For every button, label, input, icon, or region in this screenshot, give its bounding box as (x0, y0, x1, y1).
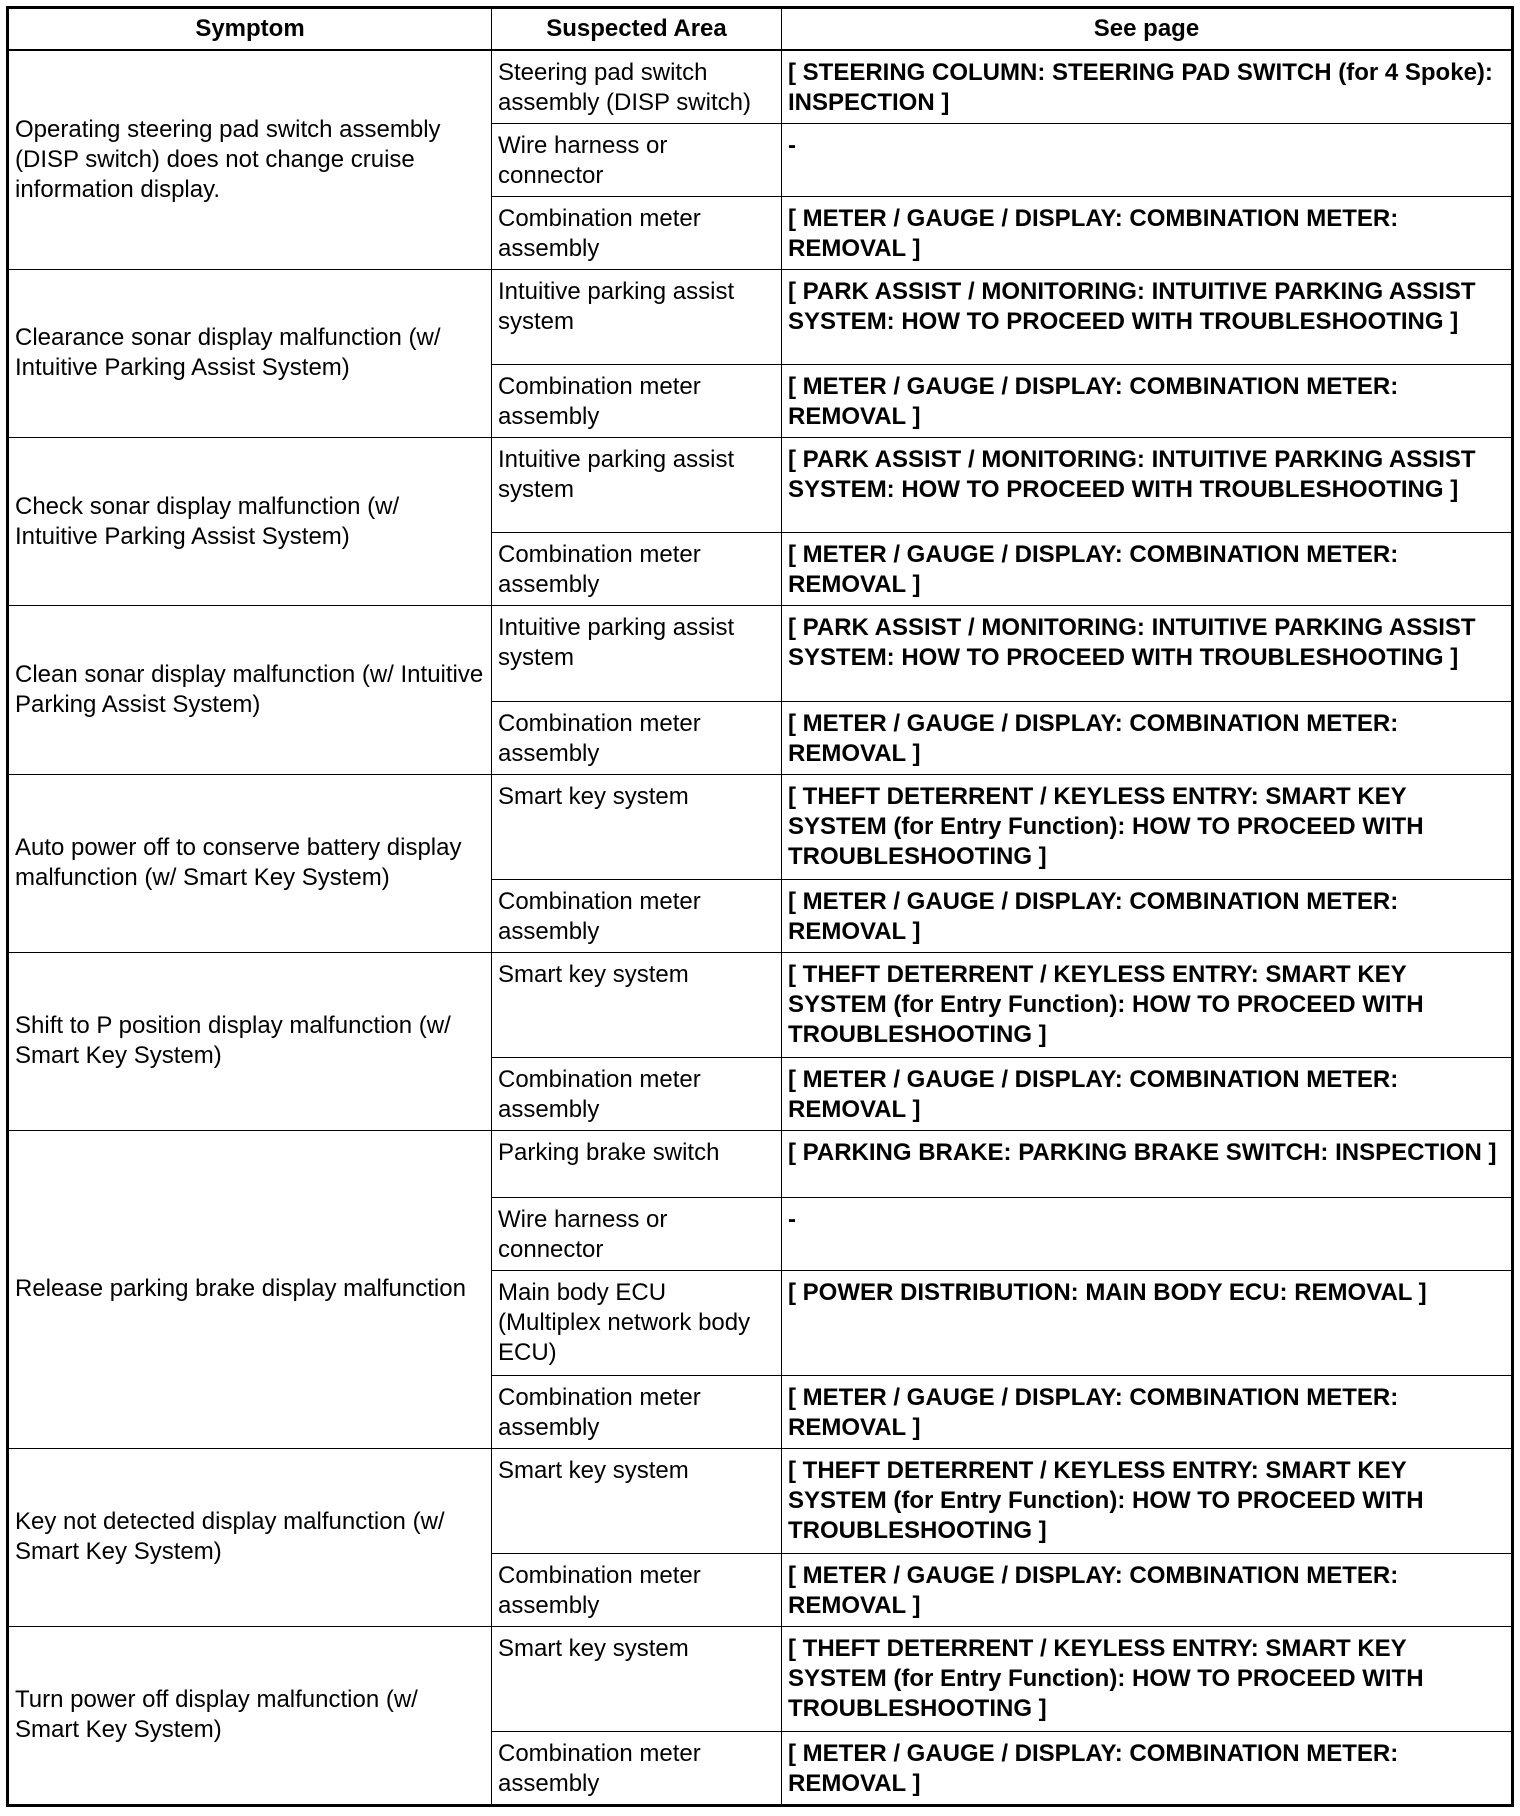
troubleshooting-table-sheet (6, 6, 1514, 1807)
see-page-reference: [ METER / GAUGE / DISPLAY: COMBINATION METER: REMOVAL ] (782, 365, 1512, 438)
see-page-reference: [ PARKING BRAKE: PARKING BRAKE SWITCH: INSPECTION ] (782, 1130, 1512, 1198)
see-page-reference: [ THEFT DETERRENT / KEYLESS ENTRY: SMART KEY SYSTEM (for Entry Function): HOW TO PROCEED WITH TROUBLESHOOTING ] (782, 952, 1512, 1057)
symptom-cell: Check sonar display malfunction (w/ Intuitive Parking Assist System) (9, 438, 492, 606)
see-page-reference: [ STEERING COLUMN: STEERING PAD SWITCH (for 4 Spoke): INSPECTION ] (782, 50, 1512, 123)
see-page-reference: [ PARK ASSIST / MONITORING: INTUITIVE PARKING ASSIST SYSTEM: HOW TO PROCEED WITH TROUBLESHOOTING ] (782, 606, 1512, 701)
suspected-area-cell: Combination meter assembly (492, 1057, 782, 1130)
see-page-reference: [ THEFT DETERRENT / KEYLESS ENTRY: SMART KEY SYSTEM (for Entry Function): HOW TO PROCEED WITH TROUBLESHOOTING ] (782, 774, 1512, 879)
table-row (9, 1626, 1512, 1731)
suspected-area-cell: Smart key system (492, 1448, 782, 1553)
suspected-area-cell: Steering pad switch assembly (DISP switch) (492, 50, 782, 123)
symptom-cell: Clearance sonar display malfunction (w/ Intuitive Parking Assist System) (9, 269, 492, 437)
suspected-area-cell: Combination meter assembly (492, 1376, 782, 1449)
table-row (9, 269, 1512, 364)
see-page-reference: [ PARK ASSIST / MONITORING: INTUITIVE PARKING ASSIST SYSTEM: HOW TO PROCEED WITH TROUBLESHOOTING ] (782, 438, 1512, 533)
symptom-cell: Shift to P position display malfunction (w/ Smart Key System) (9, 952, 492, 1130)
symptom-cell: Key not detected display malfunction (w/ Smart Key System) (9, 1448, 492, 1626)
table-body (9, 50, 1512, 1805)
table-row (9, 50, 1512, 123)
see-page-reference: [ POWER DISTRIBUTION: MAIN BODY ECU: REMOVAL ] (782, 1270, 1512, 1375)
see-page-reference: [ METER / GAUGE / DISPLAY: COMBINATION METER: REMOVAL ] (782, 196, 1512, 269)
see-page-reference: [ THEFT DETERRENT / KEYLESS ENTRY: SMART KEY SYSTEM (for Entry Function): HOW TO PROCEED WITH TROUBLESHOOTING ] (782, 1448, 1512, 1553)
see-page-reference: [ THEFT DETERRENT / KEYLESS ENTRY: SMART KEY SYSTEM (for Entry Function): HOW TO PROCEED WITH TROUBLESHOOTING ] (782, 1626, 1512, 1731)
table-row (9, 774, 1512, 879)
suspected-area-cell: Wire harness or connector (492, 1198, 782, 1271)
suspected-area-cell: Main body ECU (Multiplex network body ECU) (492, 1270, 782, 1375)
see-page-reference: - (782, 123, 1512, 196)
header-see-page: See page (782, 9, 1512, 51)
symptom-cell: Auto power off to conserve battery display malfunction (w/ Smart Key System) (9, 774, 492, 952)
suspected-area-cell: Intuitive parking assist system (492, 606, 782, 701)
symptom-cell: Release parking brake display malfunction (9, 1130, 492, 1448)
see-page-reference: [ METER / GAUGE / DISPLAY: COMBINATION METER: REMOVAL ] (782, 1376, 1512, 1449)
suspected-area-cell: Combination meter assembly (492, 701, 782, 774)
suspected-area-cell: Wire harness or connector (492, 123, 782, 196)
suspected-area-cell: Combination meter assembly (492, 1731, 782, 1804)
see-page-reference: [ METER / GAUGE / DISPLAY: COMBINATION METER: REMOVAL ] (782, 879, 1512, 952)
table-row (9, 1448, 1512, 1553)
see-page-reference: [ PARK ASSIST / MONITORING: INTUITIVE PARKING ASSIST SYSTEM: HOW TO PROCEED WITH TROUBLESHOOTING ] (782, 269, 1512, 364)
see-page-reference: [ METER / GAUGE / DISPLAY: COMBINATION METER: REMOVAL ] (782, 533, 1512, 606)
table-row (9, 438, 1512, 533)
header-symptom: Symptom (9, 9, 492, 51)
suspected-area-cell: Intuitive parking assist system (492, 269, 782, 364)
suspected-area-cell: Combination meter assembly (492, 1553, 782, 1626)
header-suspected-area: Suspected Area (492, 9, 782, 51)
table-row (9, 606, 1512, 701)
suspected-area-cell: Smart key system (492, 1626, 782, 1731)
see-page-reference: [ METER / GAUGE / DISPLAY: COMBINATION METER: REMOVAL ] (782, 1731, 1512, 1804)
suspected-area-cell: Combination meter assembly (492, 365, 782, 438)
symptom-cell: Operating steering pad switch assembly (DISP switch) does not change cruise information display. (9, 50, 492, 269)
see-page-reference: [ METER / GAUGE / DISPLAY: COMBINATION METER: REMOVAL ] (782, 1553, 1512, 1626)
suspected-area-cell: Combination meter assembly (492, 879, 782, 952)
table-row (9, 952, 1512, 1057)
suspected-area-cell: Combination meter assembly (492, 533, 782, 606)
see-page-reference: [ METER / GAUGE / DISPLAY: COMBINATION METER: REMOVAL ] (782, 701, 1512, 774)
troubleshooting-table (8, 8, 1512, 1805)
symptom-cell: Turn power off display malfunction (w/ Smart Key System) (9, 1626, 492, 1804)
suspected-area-cell: Combination meter assembly (492, 196, 782, 269)
see-page-reference: - (782, 1198, 1512, 1271)
suspected-area-cell: Intuitive parking assist system (492, 438, 782, 533)
suspected-area-cell: Smart key system (492, 774, 782, 879)
table-row (9, 1130, 1512, 1198)
suspected-area-cell: Smart key system (492, 952, 782, 1057)
symptom-cell: Clean sonar display malfunction (w/ Intuitive Parking Assist System) (9, 606, 492, 774)
header-row (9, 9, 1512, 51)
suspected-area-cell: Parking brake switch (492, 1130, 782, 1198)
see-page-reference: [ METER / GAUGE / DISPLAY: COMBINATION METER: REMOVAL ] (782, 1057, 1512, 1130)
